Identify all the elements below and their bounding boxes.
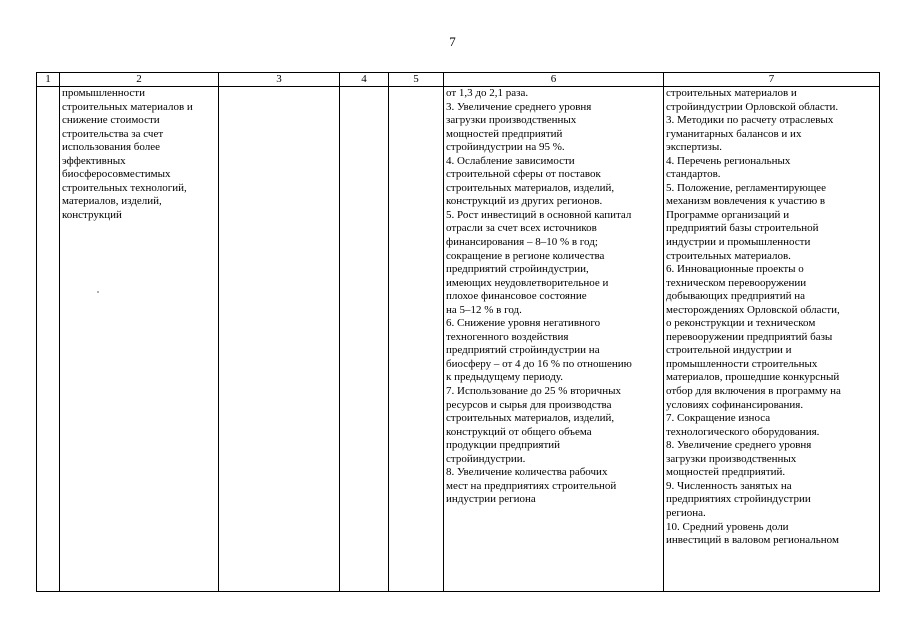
indicators-text bbox=[666, 87, 877, 548]
text-line: стройиндустрии Орловской области. bbox=[666, 100, 839, 113]
text-line: биосферосовместимых bbox=[62, 168, 171, 181]
text-line: промышленности строительных bbox=[666, 357, 818, 370]
text-line: конструкций от общего объема bbox=[446, 425, 592, 438]
text-line: конструкций из других регионов. bbox=[446, 195, 603, 208]
text-line: мощностей предприятий. bbox=[666, 466, 786, 479]
text-line: мест на предприятиях строительной bbox=[446, 479, 617, 492]
text-line: загрузки производственных bbox=[446, 114, 577, 127]
text-line: материалов, изделий, bbox=[62, 195, 162, 208]
text-line: индустрии и промышленности bbox=[666, 236, 811, 249]
text-line: техногенного воздействия bbox=[446, 330, 569, 343]
scan-speck bbox=[97, 291, 99, 293]
text-line: 8. Увеличение количества рабочих bbox=[446, 466, 608, 479]
task-text bbox=[62, 87, 216, 222]
text-line: строительных материалов и bbox=[666, 87, 797, 99]
cell-col-6 bbox=[444, 87, 664, 592]
text-line: стройиндустрии. bbox=[446, 452, 526, 465]
text-line: месторождениях Орловской области, bbox=[666, 303, 840, 316]
text-line: сокращение в регионе количества bbox=[446, 249, 605, 262]
text-line: биосферу – от 4 до 16 % по отношению bbox=[446, 357, 632, 370]
text-line: 4. Перечень региональных bbox=[666, 154, 791, 167]
col-header-2: 2 bbox=[60, 73, 219, 87]
text-line: 10. Средний уровень доли bbox=[666, 520, 789, 533]
text-line: на 5–12 % в год. bbox=[446, 303, 522, 316]
text-line: предприятий базы строительной bbox=[666, 222, 819, 235]
text-line: предприятий стройиндустрии на bbox=[446, 344, 600, 357]
cell-col-2 bbox=[60, 87, 219, 592]
text-line: стройиндустрии на 95 %. bbox=[446, 141, 565, 154]
col-header-7: 7 bbox=[664, 73, 880, 87]
text-line: добывающих предприятий на bbox=[666, 290, 805, 303]
text-line: продукции предприятий bbox=[446, 439, 561, 452]
cell-col-5 bbox=[389, 87, 444, 592]
text-line: снижение стоимости bbox=[62, 114, 160, 127]
text-line: финансирования – 8–10 % в год; bbox=[446, 236, 598, 249]
text-line: плохое финансовое состояние bbox=[446, 290, 587, 303]
text-line: 4. Ослабление зависимости bbox=[446, 154, 575, 167]
text-line: гуманитарных балансов и их bbox=[666, 127, 802, 140]
text-line: условиях софинансирования. bbox=[666, 398, 804, 411]
text-line: имеющих неудовлетворительное и bbox=[446, 276, 609, 289]
text-line: 8. Увеличение среднего уровня bbox=[666, 439, 812, 452]
text-line: предприятиях стройиндустрии bbox=[666, 493, 811, 506]
text-line: 9. Численность занятых на bbox=[666, 479, 792, 492]
text-line: 3. Методики по расчету отраслевых bbox=[666, 114, 834, 127]
text-line: предприятий стройиндустрии, bbox=[446, 263, 589, 276]
text-line: 6. Снижение уровня негативного bbox=[446, 317, 601, 330]
text-line: Программе организаций и bbox=[666, 208, 790, 221]
text-line: экспертизы. bbox=[666, 141, 722, 154]
text-line: 7. Сокращение износа bbox=[666, 412, 771, 425]
text-line: техническом перевооружении bbox=[666, 276, 807, 289]
text-line: материалов, прошедшие конкурсный bbox=[666, 371, 840, 384]
text-line: о реконструкции и техническом bbox=[666, 317, 816, 330]
cell-col-3 bbox=[219, 87, 340, 592]
text-line: отбор для включения в программу на bbox=[666, 385, 841, 398]
text-line: 3. Увеличение среднего уровня bbox=[446, 100, 592, 113]
text-line: перевооружении предприятий базы bbox=[666, 330, 833, 343]
text-line: строительных материалов, изделий, bbox=[446, 181, 615, 194]
col-header-3: 3 bbox=[219, 73, 340, 87]
text-line: 7. Использование до 25 % вторичных bbox=[446, 385, 621, 398]
table-row bbox=[37, 87, 880, 592]
expected-results-text bbox=[446, 87, 661, 507]
text-line: к предыдущему периоду. bbox=[446, 371, 563, 384]
cell-col-1 bbox=[37, 87, 60, 592]
col-header-6: 6 bbox=[444, 73, 664, 87]
text-line: конструкций bbox=[62, 208, 122, 221]
text-line: индустрии региона bbox=[446, 493, 536, 506]
text-line: стандартов. bbox=[666, 168, 721, 181]
cell-col-7 bbox=[664, 87, 880, 592]
col-header-4: 4 bbox=[340, 73, 389, 87]
text-line: 6. Инновационные проекты о bbox=[666, 263, 804, 276]
header-row bbox=[37, 73, 880, 87]
text-line: инвестиций в валовом региональном bbox=[666, 534, 839, 547]
text-line: ресурсов и сырья для производства bbox=[446, 398, 612, 411]
text-line: строительных технологий, bbox=[62, 181, 187, 194]
text-line: промышленности bbox=[62, 87, 145, 99]
text-line: строительных материалов и bbox=[62, 100, 193, 113]
text-line: строительства за счет bbox=[62, 127, 164, 140]
text-line: региона. bbox=[666, 506, 706, 519]
text-line: строительной индустрии и bbox=[666, 344, 792, 357]
program-table bbox=[36, 72, 880, 592]
text-line: эффективных bbox=[62, 154, 126, 167]
text-line: использования более bbox=[62, 141, 161, 154]
text-line: отрасли за счет всех источников bbox=[446, 222, 597, 235]
cell-col-4 bbox=[340, 87, 389, 592]
text-line: технологического оборудования. bbox=[666, 425, 820, 438]
text-line: механизм вовлечения к участию в bbox=[666, 195, 826, 208]
text-line: мощностей предприятий bbox=[446, 127, 563, 140]
page-number: 7 bbox=[449, 34, 456, 49]
text-line: загрузки производственных bbox=[666, 452, 797, 465]
text-line: строительных материалов. bbox=[666, 249, 791, 262]
text-line: 5. Положение, регламентирующее bbox=[666, 181, 826, 194]
text-line: строительной сферы от поставок bbox=[446, 168, 601, 181]
text-line: строительных материалов, изделий, bbox=[446, 412, 615, 425]
text-line: 5. Рост инвестиций в основной капитал bbox=[446, 208, 632, 221]
text-line: от 1,3 до 2,1 раза. bbox=[446, 87, 529, 99]
col-header-5: 5 bbox=[389, 73, 444, 87]
col-header-1: 1 bbox=[37, 73, 60, 87]
